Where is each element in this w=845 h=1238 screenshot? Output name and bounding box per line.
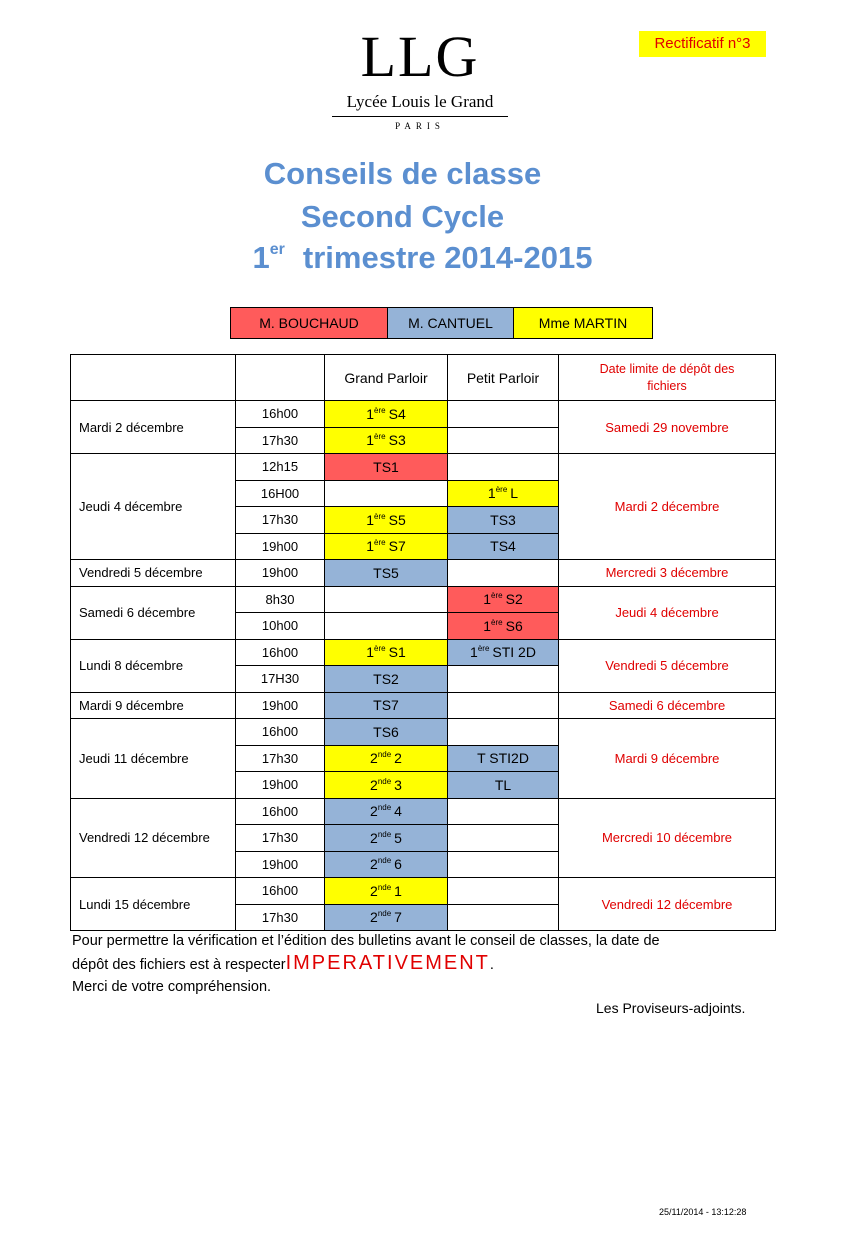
class-suffix: nde [377, 856, 392, 866]
schedule-row [71, 719, 776, 746]
class-section: S1 [388, 644, 406, 661]
petit-parloir-cell [448, 533, 559, 560]
class-name: 2 [370, 750, 378, 767]
class-section: 1 [394, 882, 402, 899]
grand-parloir-cell [325, 560, 448, 587]
petit-parloir-cell [448, 851, 559, 878]
logo-school-name: Lycée Louis le Grand [346, 92, 494, 111]
petit-parloir-cell [448, 878, 559, 905]
day-cell: Mardi 9 décembre [71, 692, 236, 719]
time-cell: 16h00 [236, 719, 325, 746]
petit-parloir-cell [448, 692, 559, 719]
day-cell: Jeudi 11 décembre [71, 719, 236, 799]
grand-parloir-cell [325, 639, 448, 666]
schedule-row [71, 639, 776, 666]
legend-blue: M. CANTUEL [388, 308, 514, 338]
class-name: 2 [370, 909, 378, 926]
grand-parloir-cell [325, 772, 448, 799]
day-cell: Samedi 6 décembre [71, 586, 236, 639]
time-cell: 19h00 [236, 851, 325, 878]
deadline-cell: Vendredi 5 décembre [559, 639, 776, 692]
deadline-cell: Mercredi 10 décembre [559, 798, 776, 878]
class-section: 4 [394, 803, 402, 820]
logo-rule [332, 116, 508, 117]
grand-parloir-cell [325, 745, 448, 772]
title-line-1: Conseils de classe [263, 156, 542, 191]
time-cell: 17h30 [236, 825, 325, 852]
class-name: TS6 [373, 723, 399, 740]
grand-parloir-cell [325, 719, 448, 746]
time-cell: 16H00 [236, 480, 325, 507]
class-suffix: ère [374, 644, 386, 654]
grand-parloir-cell [325, 401, 448, 428]
school-logo [300, 24, 540, 131]
teacher-legend [230, 307, 653, 339]
title-line-2: Second Cycle [300, 199, 505, 234]
time-cell: 16h00 [236, 639, 325, 666]
class-name: TL [494, 776, 512, 793]
time-cell: 16h00 [236, 878, 325, 905]
class-name: TS4 [490, 538, 516, 555]
class-name: 2 [370, 776, 378, 793]
grand-parloir-cell [325, 454, 448, 481]
class-name: 1 [483, 617, 492, 634]
time-cell: 17h30 [236, 507, 325, 534]
signature: Les Proviseurs-adjoints. [596, 1000, 746, 1016]
schedule-body [71, 355, 776, 931]
petit-parloir-cell [448, 480, 559, 507]
class-section: S2 [505, 591, 523, 608]
time-cell: 16h00 [236, 401, 325, 428]
grand-parloir-cell [325, 825, 448, 852]
class-suffix: nde [377, 882, 392, 892]
print-timestamp: 25/11/2014 - 13:12:28 [659, 1207, 747, 1217]
grand-parloir-cell [325, 666, 448, 693]
header-deadline [559, 355, 776, 401]
class-name: TS7 [373, 697, 399, 714]
notice-line-2-text: dépôt des fichiers est à respecter [72, 957, 286, 973]
class-suffix: ère [374, 538, 386, 548]
schedule-row [71, 401, 776, 428]
class-suffix: ère [491, 591, 503, 601]
class-section: 7 [394, 909, 402, 926]
schedule-table [70, 354, 776, 931]
time-cell: 19h00 [236, 772, 325, 799]
class-section: 3 [394, 776, 402, 793]
class-section: S3 [388, 432, 406, 449]
title-ordinal-suffix: er [269, 241, 285, 258]
header-row [71, 355, 776, 401]
grand-parloir-cell [325, 878, 448, 905]
grand-parloir-cell [325, 692, 448, 719]
class-section: 6 [394, 856, 402, 873]
day-cell: Jeudi 4 décembre [71, 454, 236, 560]
class-section: S4 [388, 405, 406, 422]
day-cell: Lundi 8 décembre [71, 639, 236, 692]
notice-emphasis: IMPERATIVEMENT [285, 952, 490, 974]
time-cell: 19h00 [236, 692, 325, 719]
time-cell: 12h15 [236, 454, 325, 481]
schedule-row [71, 560, 776, 587]
grand-parloir-cell [325, 480, 448, 507]
deadline-cell: Jeudi 4 décembre [559, 586, 776, 639]
grand-parloir-cell [325, 613, 448, 640]
notice-period: . [489, 957, 494, 973]
time-cell: 17H30 [236, 666, 325, 693]
time-cell: 16h00 [236, 798, 325, 825]
rectificatif-badge: Rectificatif n°3 [639, 31, 766, 57]
class-suffix: ère [374, 511, 386, 521]
class-name: 1 [366, 405, 375, 422]
petit-parloir-cell [448, 904, 559, 931]
class-name: 2 [370, 829, 378, 846]
class-name: 2 [370, 803, 378, 820]
schedule-row [71, 798, 776, 825]
deadline-cell: Mercredi 3 décembre [559, 560, 776, 587]
petit-parloir-cell [448, 507, 559, 534]
petit-parloir-cell [448, 772, 559, 799]
day-cell: Vendredi 5 décembre [71, 560, 236, 587]
petit-parloir-cell [448, 613, 559, 640]
grand-parloir-cell [325, 851, 448, 878]
class-suffix: ère [374, 432, 386, 442]
class-section: L [510, 485, 519, 502]
time-cell: 17h30 [236, 745, 325, 772]
class-name: TS3 [490, 511, 516, 528]
class-suffix: nde [377, 776, 392, 786]
time-cell: 17h30 [236, 904, 325, 931]
class-section: S6 [505, 617, 523, 634]
time-cell: 19h00 [236, 560, 325, 587]
petit-parloir-cell [448, 454, 559, 481]
time-cell: 8h30 [236, 586, 325, 613]
notice [72, 930, 782, 998]
grand-parloir-cell [325, 507, 448, 534]
header-petit-parloir: Petit Parloir [448, 355, 559, 401]
deadline-cell: Vendredi 12 décembre [559, 878, 776, 931]
schedule-row [71, 692, 776, 719]
class-section: S7 [388, 538, 406, 555]
header-empty-time [236, 355, 325, 401]
header-empty-day [71, 355, 236, 401]
deadline-cell: Samedi 6 décembre [559, 692, 776, 719]
class-suffix: ère [495, 485, 508, 495]
class-section: 2 [394, 750, 402, 767]
class-name: 1 [366, 538, 375, 555]
schedule-row [71, 878, 776, 905]
logo-initials: LLG [360, 24, 480, 89]
schedule-row [71, 586, 776, 613]
class-section: S5 [388, 511, 406, 528]
petit-parloir-cell [448, 427, 559, 454]
legend-yellow: Mme MARTIN [514, 308, 652, 338]
petit-parloir-cell [448, 639, 559, 666]
petit-parloir-cell [448, 719, 559, 746]
title-line-3 [0, 240, 845, 276]
petit-parloir-cell [448, 825, 559, 852]
class-name: 1 [366, 644, 375, 661]
logo-city: PARIS [395, 121, 445, 131]
class-suffix: ère [491, 617, 503, 627]
class-suffix: ère [477, 644, 490, 654]
petit-parloir-cell [448, 401, 559, 428]
petit-parloir-cell [448, 666, 559, 693]
grand-parloir-cell [325, 586, 448, 613]
class-name: TS2 [373, 670, 399, 687]
day-cell: Vendredi 12 décembre [71, 798, 236, 878]
petit-parloir-cell [448, 586, 559, 613]
time-cell: 10h00 [236, 613, 325, 640]
class-name: 2 [370, 882, 378, 899]
header-deadline-text: Date limite de dépôt des fichiers [599, 361, 735, 393]
title-ordinal: 1 [252, 240, 270, 275]
time-cell: 19h00 [236, 533, 325, 560]
petit-parloir-cell [448, 745, 559, 772]
class-section: 5 [394, 829, 402, 846]
grand-parloir-cell [325, 427, 448, 454]
class-name: 1 [483, 591, 492, 608]
class-name: 1 [470, 644, 478, 661]
notice-line-2 [72, 952, 782, 976]
petit-parloir-cell [448, 560, 559, 587]
schedule-row [71, 454, 776, 481]
class-name: TS5 [373, 564, 399, 581]
class-name: TS1 [373, 458, 399, 475]
day-cell: Mardi 2 décembre [71, 401, 236, 454]
time-cell: 17h30 [236, 427, 325, 454]
class-suffix: nde [377, 909, 392, 919]
class-section: STI 2D [492, 644, 536, 661]
grand-parloir-cell [325, 533, 448, 560]
grand-parloir-cell [325, 798, 448, 825]
class-name: 1 [366, 511, 375, 528]
class-name: 2 [370, 856, 378, 873]
notice-line-1: Pour permettre la vérification et l’édition des bulletins avant le conseil de classes, la date de [72, 933, 660, 949]
grand-parloir-cell [325, 904, 448, 931]
class-name: 1 [366, 432, 375, 449]
deadline-cell: Mardi 9 décembre [559, 719, 776, 799]
legend-red: M. BOUCHAUD [231, 308, 388, 338]
title-term: trimestre 2014-2015 [302, 240, 593, 275]
class-suffix: nde [377, 803, 392, 813]
deadline-cell: Mardi 2 décembre [559, 454, 776, 560]
header-grand-parloir: Grand Parloir [325, 355, 448, 401]
day-cell: Lundi 15 décembre [71, 878, 236, 931]
class-suffix: ère [374, 405, 386, 415]
notice-line-3: Merci de votre compréhension. [72, 979, 272, 995]
petit-parloir-cell [448, 798, 559, 825]
class-name: 1 [487, 485, 496, 502]
deadline-cell: Samedi 29 novembre [559, 401, 776, 454]
class-name: T STI2D [477, 750, 529, 767]
class-suffix: nde [377, 750, 392, 760]
class-suffix: nde [377, 829, 392, 839]
